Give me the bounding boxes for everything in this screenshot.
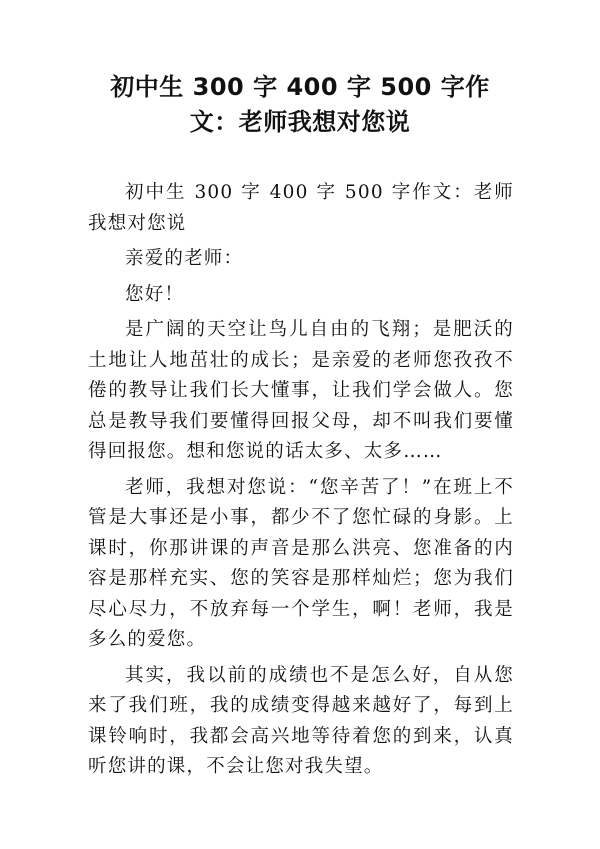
paragraph-greeting: 您好！ [125, 283, 185, 305]
paragraph-heading-repeat: 初中生 300 字 400 字 500 字作文：老师我想对您说 [88, 182, 514, 234]
document-title: 初中生 300 字 400 字 500 字作文：老师我想对您说 [110, 73, 490, 136]
paragraph-body-2: 老师，我想对您说：“您辛苦了！”在班上不管是大事还是小事，都少不了您忙碌的身影。上课时，你那讲课的声音是那么洪亮、您准备的内容是那样充实、您的笑容是那样灿烂；您为我们尽心尽力，不放弃每一个学生，啊！老师，我是多么的爱您。 [88, 476, 514, 650]
paragraph-body-3: 其实，我以前的成绩也不是怎么好，自从您来了我们班，我的成绩变得越来越好了，每到上课铃响时，我都会高兴地等待着您的到来，认真听您讲的课，不会让您对我失望。 [88, 664, 514, 777]
paragraph-body-1: 是广阔的天空让鸟儿自由的飞翔；是肥沃的土地让人地茁壮的成长；是亲爱的老师您孜孜不倦的教导让我们长大懂事，让我们学会做人。您总是教导我们要懂得回报父母，却不叫我们要懂得回报您。想和您说的话太多、太多…… [88, 319, 514, 462]
paragraph-salutation: 亲爱的老师： [125, 248, 244, 269]
document-body [88, 178, 514, 783]
